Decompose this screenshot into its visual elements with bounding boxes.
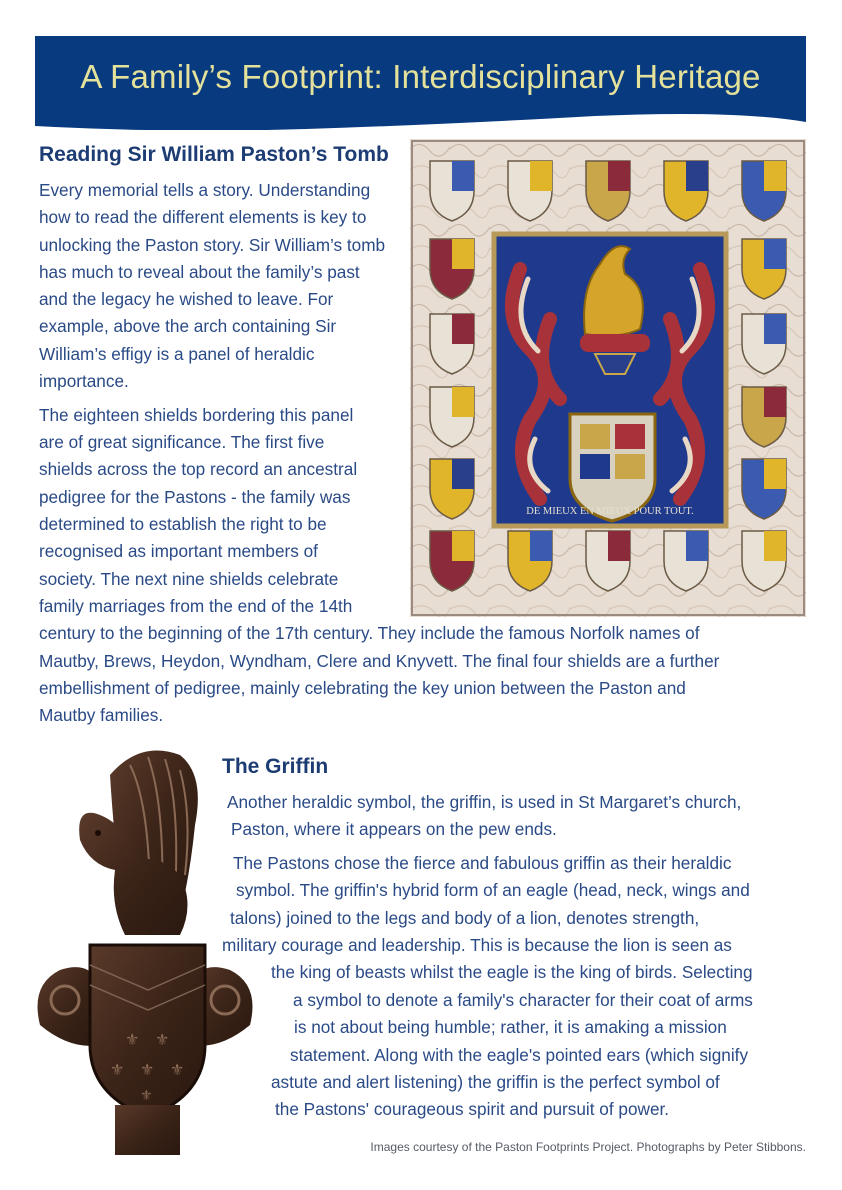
text-line: embellishment of pedigree, mainly celebrating the key union between the Paston and <box>39 678 686 698</box>
text-line: astute and alert listening) the griffin is the perfect symbol of <box>271 1072 720 1092</box>
text-line: shields across the top record an ancestral <box>39 459 358 479</box>
shield-quarter <box>452 531 474 561</box>
text-line: The eighteen shields bordering this panel <box>39 405 354 425</box>
shield-quarter <box>608 161 630 191</box>
title-banner <box>35 36 806 130</box>
text-line: The Pastons chose the fierce and fabulous griffin as their heraldic <box>233 853 732 873</box>
shield-quarter <box>764 531 786 561</box>
text-line: recognised as important members of <box>39 541 318 561</box>
shield-quarter <box>452 239 474 269</box>
shield-quarter <box>452 161 474 191</box>
text-line: family marriages from the end of the 14th <box>39 596 353 616</box>
section-heading-griffin: The Griffin <box>222 755 329 778</box>
shield-quarter <box>530 161 552 191</box>
text-line: determined to establish the right to be <box>39 514 327 534</box>
shield-quarter <box>686 531 708 561</box>
svg-text:⚜: ⚜ <box>110 1060 125 1079</box>
photo-credit: Images courtesy of the Paston Footprints Project. Photographs by Peter Stibbons. <box>370 1140 806 1154</box>
shield-quarter <box>764 459 786 489</box>
shield-quarter <box>530 531 552 561</box>
tomb-intro-paragraph: Every memorial tells a story. Understanding how to read the different elements is key to unlocking the Paston story. Sir William’s tomb has much to reveal about the family’s past and the legacy he wished to leave. For example, above the arch containing Sir William’s effigy is a panel of heraldic importance. <box>39 180 386 392</box>
motto-text: DE MIEUX EN MIEUX POUR TOUT. <box>526 506 694 517</box>
text-line: statement. Along with the eagle's pointed ears (which signify <box>290 1045 749 1065</box>
text-line: century to the beginning of the 17th century. They include the famous Norfolk names of <box>39 623 700 643</box>
text-line: Mautby families. <box>39 705 164 725</box>
page-title: A Family’s Footprint: Interdisciplinary Heritage <box>80 58 761 95</box>
text-line: a symbol to denote a family's character for their coat of arms <box>293 990 753 1010</box>
text-line: is not about being humble; rather, it is amaking a mission <box>294 1017 727 1037</box>
text-line: society. The next nine shields celebrate <box>39 569 339 589</box>
text-line: Paston, where it appears on the pew ends. <box>231 819 557 839</box>
section-heading-tomb: Reading Sir William Paston’s Tomb <box>39 143 389 166</box>
shield-quarter <box>764 387 786 417</box>
text-line: military courage and leadership. This is because the lion is seen as <box>222 935 732 955</box>
shield-quarter <box>764 314 786 344</box>
shield-quarter <box>686 161 708 191</box>
shield-quarter <box>452 459 474 489</box>
text-line: talons) joined to the legs and body of a lion, denotes strength, <box>230 908 700 928</box>
text-line: are of great significance. The first five <box>39 432 325 452</box>
text-line: Another heraldic symbol, the griffin, is used in St Margaret’s church, <box>227 792 742 812</box>
svg-text:⚜: ⚜ <box>155 1030 170 1049</box>
text-line: pedigree for the Pastons - the family was <box>39 487 351 507</box>
shield-quarter <box>764 239 786 269</box>
shield-quarter <box>608 531 630 561</box>
svg-text:⚜: ⚜ <box>170 1060 185 1079</box>
text-line: the Pastons' courageous spirit and pursuit of power. <box>275 1099 670 1119</box>
text-line: the king of beasts whilst the eagle is the king of birds. Selecting <box>271 962 753 982</box>
svg-text:⚜: ⚜ <box>140 1060 155 1079</box>
tomb-heraldry-photo <box>410 139 806 617</box>
text-line: symbol. The griffin's hybrid form of an eagle (head, neck, wings and <box>236 880 750 900</box>
svg-text:⚜: ⚜ <box>140 1088 153 1104</box>
shield-quarter <box>764 161 786 191</box>
shield-quarter <box>452 314 474 344</box>
text-line: Mautby, Brews, Heydon, Wyndham, Clere and Knyvett. The final four shields are a further <box>39 651 720 671</box>
shield-quarter <box>452 387 474 417</box>
svg-text:⚜: ⚜ <box>125 1030 140 1049</box>
